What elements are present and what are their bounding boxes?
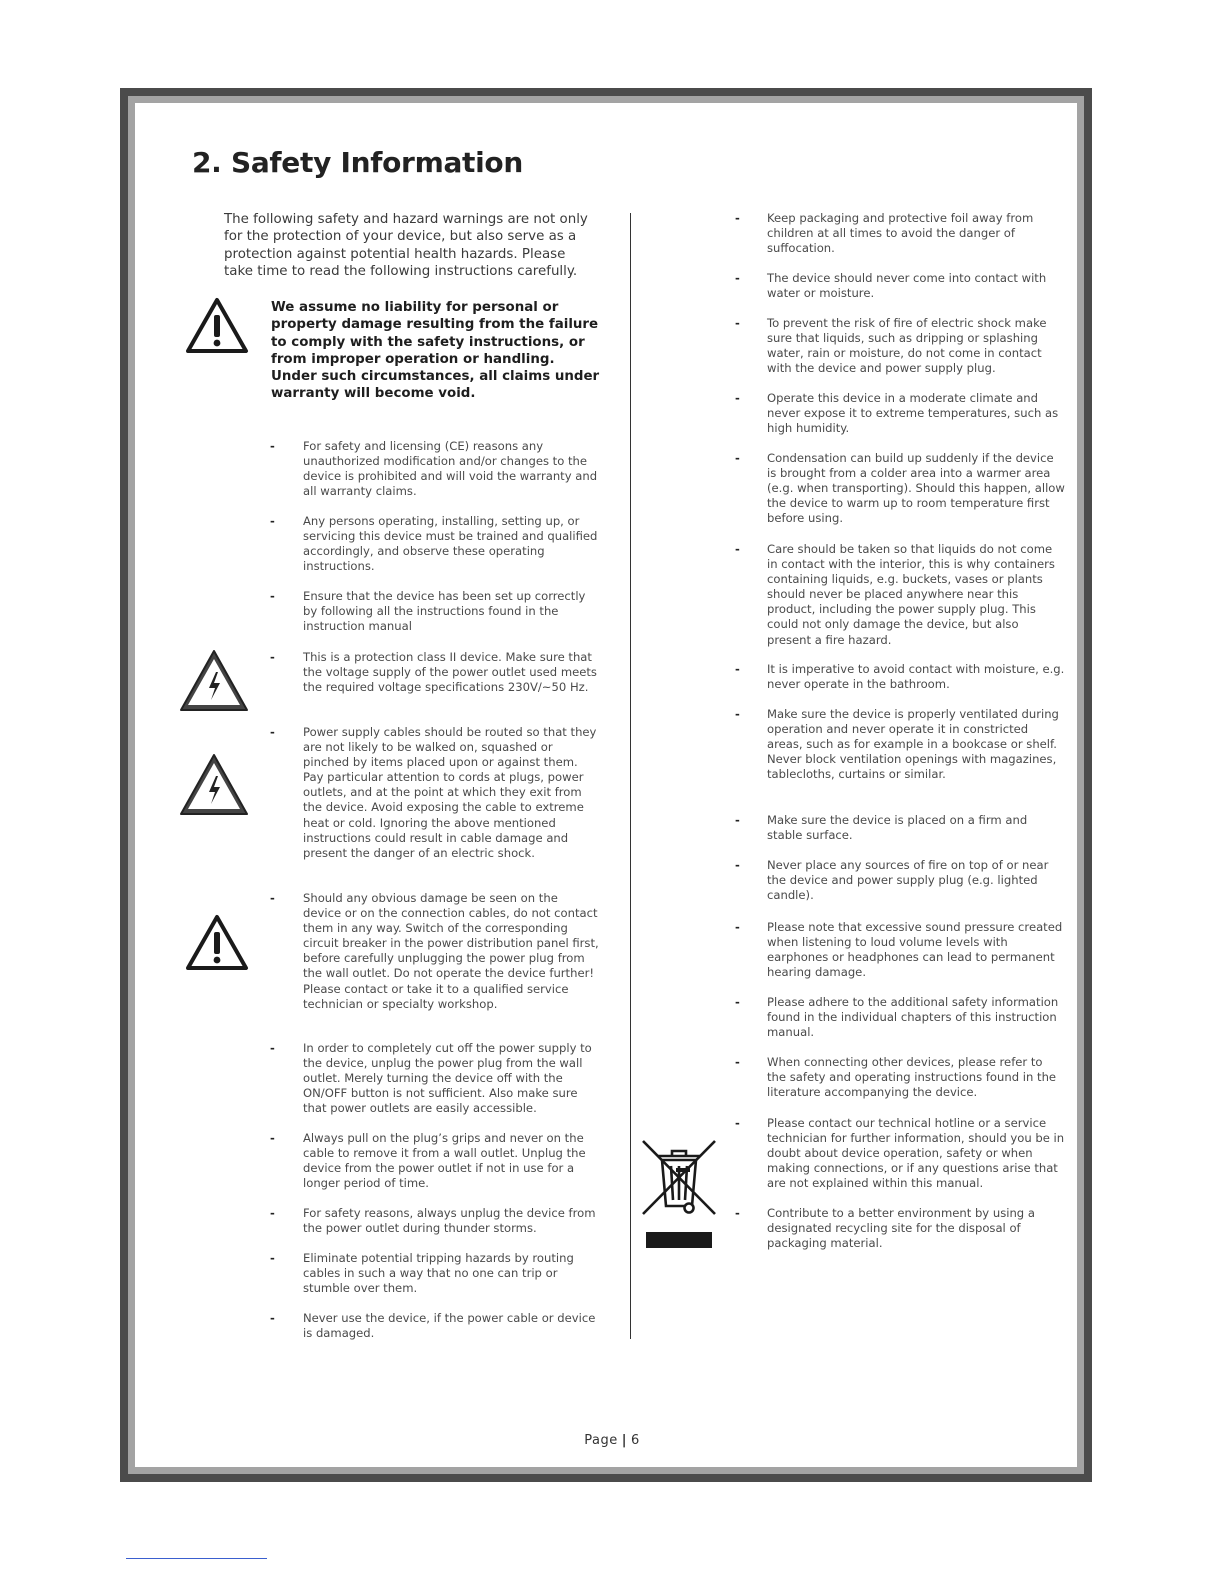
list-item-text: It is imperative to avoid contact with moisture, e.g. never operate in the bathroom. — [767, 662, 1065, 692]
list-item — [270, 725, 599, 861]
bullet-dash: - — [735, 316, 740, 330]
bullet-dash: - — [270, 725, 275, 739]
list-item-text: Any persons operating, installing, setting up, or servicing this device must be trained and qualified accordingly, and observe these operating instructions. — [303, 514, 598, 574]
bullet-dash: - — [735, 542, 740, 556]
bullet-dash: - — [270, 439, 275, 453]
list-item — [735, 1055, 1065, 1100]
liability-notice: We assume no liability for personal or property damage resulting from the failure to comply with the safety instructions, or from improper operation or handling. Under such circumstances, all claims under warranty will become void. — [271, 300, 600, 402]
bullet-dash: - — [735, 451, 740, 465]
list-item — [270, 1206, 599, 1236]
bullet-dash: - — [270, 1131, 275, 1145]
bullet-dash: - — [735, 995, 740, 1009]
bullet-dash: - — [735, 858, 740, 872]
bullet-dash: - — [735, 1116, 740, 1130]
list-item — [735, 813, 1065, 843]
list-item — [270, 514, 599, 574]
list-item-text: To prevent the risk of fire of electric shock make sure that liquids, such as dripping or splashing water, rain or moisture, do not come in contact with the device and power supply plug. — [767, 316, 1047, 376]
column-divider — [630, 213, 631, 1339]
list-item-text: Operate this device in a moderate climate and never expose it to extreme temperatures, such as high humidity. — [767, 391, 1059, 436]
general-warning-icon — [184, 913, 250, 973]
list-item — [270, 891, 599, 1012]
bullet-dash: - — [270, 589, 275, 603]
list-item-text: For safety and licensing (CE) reasons any unauthorized modification and/or changes to the device is prohibited and will void the warranty and all warranty claims. — [303, 439, 598, 499]
list-item-text: The device should never come into contact with water or moisture. — [767, 271, 1047, 301]
list-item — [735, 1206, 1065, 1251]
list-item-text: Power supply cables should be routed so that they are not likely to be walked on, squashed or pinched by items placed upon or against them. Pay particular attention to cords at plugs, power outlets, and at the point at which they exit from the device. Avoid exposing the cable to extreme heat or cold. Ignoring the above mentioned instructions could result in cable damage and present the danger of an electric shock. — [303, 725, 597, 860]
weee-recycling-bin-icon — [640, 1138, 718, 1250]
list-item-text: Condensation can build up suddenly if the device is brought from a colder area into a warmer area (e.g. when transporting). Should this happen, allow the device to warm up to room temperature first before using. — [767, 451, 1065, 526]
list-item-text: Please adhere to the additional safety information found in the individual chapters of this instruction manual. — [767, 995, 1059, 1040]
list-item-text: Keep packaging and protective foil away from children at all times to avoid the danger of suffocation. — [767, 211, 1034, 256]
bullet-dash: - — [270, 1041, 275, 1055]
bullet-dash: - — [270, 514, 275, 528]
list-item-text: Please note that excessive sound pressure created when listening to loud volume levels with earphones or headphones can lead to permanent hearing damage. — [767, 920, 1063, 980]
bullet-dash: - — [270, 1311, 275, 1325]
bullet-dash: - — [735, 1055, 740, 1069]
list-item-text: Please contact our technical hotline or a service technician for further information, should you be in doubt about device operation, safety or when making connections, or if any questions arise that are not explained within this manual. — [767, 1116, 1065, 1191]
list-item — [735, 542, 1065, 648]
list-item-text: Eliminate potential tripping hazards by routing cables in such a way that no one can trip or stumble over them. — [303, 1251, 574, 1296]
page-number-footer — [0, 1433, 1224, 1448]
list-item-text: In order to completely cut off the power supply to the device, unplug the power plug from the wall outlet. Merely turning the device off with the ON/OFF button is not sufficient. Also make sure that power outlets are easily accessible. — [303, 1041, 592, 1116]
bullet-dash: - — [270, 1251, 275, 1265]
list-item-text: This is a protection class II device. Make sure that the voltage supply of the power outlet used meets the required voltage specifications 230V/~50 Hz. — [303, 650, 597, 695]
list-item — [270, 439, 599, 499]
bullet-dash: - — [735, 707, 740, 721]
page-title: 2. Safety Information — [192, 146, 523, 179]
list-item-text: Make sure the device is properly ventilated during operation and never operate it in constricted areas, such as for example in a bookcase or shelf. Never block ventilation openings with magazines, tablecloths, curtains or similar. — [767, 707, 1059, 782]
page-number: 6 — [630, 1433, 640, 1448]
list-item — [735, 391, 1065, 436]
intro-paragraph: The following safety and hazard warnings are not only for the protection of your device, but also serve as a protection against potential health hazards. Please take time to read the following instructions carefully. — [224, 212, 588, 279]
list-item — [270, 1131, 599, 1191]
bottom-rule — [126, 1558, 267, 1559]
list-item — [270, 1041, 599, 1116]
list-item — [270, 650, 599, 695]
bullet-dash: - — [735, 1206, 740, 1220]
list-item-text: Contribute to a better environment by using a designated recycling site for the disposal of packaging material. — [767, 1206, 1035, 1251]
bullet-dash: - — [735, 920, 740, 934]
list-item — [735, 662, 1065, 692]
list-item — [735, 858, 1065, 903]
list-item-text: For safety reasons, always unplug the device from the power outlet during thunder storms. — [303, 1206, 596, 1236]
list-item — [735, 271, 1065, 301]
list-item — [735, 316, 1065, 376]
list-item-text: Always pull on the plug’s grips and never on the cable to remove it from a wall outlet. Unplug the device from the power outlet if not in use for a longer period of time. — [303, 1131, 586, 1191]
bullet-dash: - — [270, 891, 275, 905]
bullet-dash: - — [735, 271, 740, 285]
list-item — [270, 589, 599, 634]
bullet-dash: - — [270, 1206, 275, 1220]
bullet-dash: - — [270, 650, 275, 664]
page-separator: | — [621, 1433, 627, 1448]
list-item-text: Make sure the device is placed on a firm and stable surface. — [767, 813, 1028, 843]
list-item — [270, 1311, 599, 1341]
list-item-text: Never place any sources of fire on top of or near the device and power supply plug (e.g. lighted candle). — [767, 858, 1049, 903]
page-label: Page — [584, 1433, 618, 1448]
list-item-text: Care should be taken so that liquids do not come in contact with the interior, this is why containers containing liquids, e.g. buckets, vases or plants should never be placed anywhere near this product, including the power supply plug. This could not only damage the device, but also present a fire hazard. — [767, 542, 1055, 647]
list-item — [735, 707, 1065, 782]
list-item — [735, 211, 1065, 256]
list-item-text: Should any obvious damage be seen on the device or on the connection cables, do not contact them in any way. Switch of the corresponding circuit breaker in the power distribution panel first, before carefully unplugging the power plug from the wall outlet. Do not operate the device further! Please contact or take it to a qualified service technician or specialty workshop. — [303, 891, 599, 1011]
electric-shock-warning-icon — [178, 648, 250, 714]
list-item — [735, 1116, 1065, 1191]
list-item — [735, 920, 1065, 980]
bullet-dash: - — [735, 211, 740, 225]
bullet-dash: - — [735, 813, 740, 827]
list-item-text: Never use the device, if the power cable or device is damaged. — [303, 1311, 596, 1341]
list-item — [270, 1251, 599, 1296]
general-warning-icon — [184, 296, 250, 356]
list-item — [735, 451, 1065, 526]
list-item — [735, 995, 1065, 1040]
electric-shock-warning-icon — [178, 752, 250, 818]
bullet-dash: - — [735, 391, 740, 405]
list-item-text: When connecting other devices, please refer to the safety and operating instructions found in the literature accompanying the device. — [767, 1055, 1057, 1100]
bullet-dash: - — [735, 662, 740, 676]
list-item-text: Ensure that the device has been set up correctly by following all the instructions found in the instruction manual — [303, 589, 586, 634]
